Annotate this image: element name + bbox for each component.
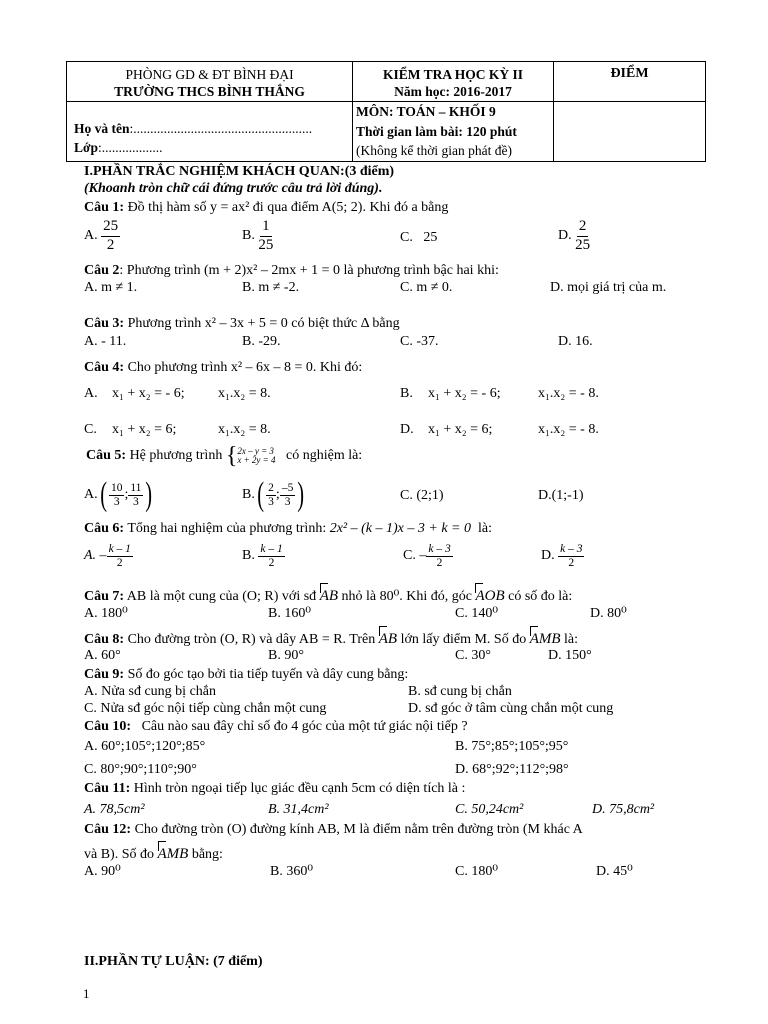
q11-option-c: C. 50,24cm² <box>455 802 524 817</box>
q4-stem: Câu 4: Cho phương trình x² – 6x – 8 = 0. Khi đó: <box>84 360 363 375</box>
header-table <box>66 61 706 162</box>
q7-option-b: B. 160⁰ <box>268 606 311 621</box>
q11-option-a: A. 78,5cm² <box>84 802 145 817</box>
q10-option-d: D. 68°;92°;112°;98° <box>455 762 569 777</box>
arc-aob-symbol: AOB <box>475 583 504 604</box>
q1-option-a: A. $\frac{25}{2}$ <box>84 218 119 253</box>
q3-stem: Câu 3: Phương trình x² – 3x + 5 = 0 có biệt thức Δ bằng <box>84 316 400 331</box>
score-label: ĐIỂM <box>610 66 649 81</box>
q7-stem: Câu 7: AB là một cung của (O; R) với sđ AB nhỏ là 80⁰. Khi đó, góc AOB có số đo là: <box>84 583 572 605</box>
q8-stem: Câu 8: Cho đường tròn (O, R) và dây AB = R. Trên AB lớn lấy điểm M. Số đo AMB là: <box>84 626 578 648</box>
subject: MÔN: TOÁN – KHỐI 9 <box>356 104 496 119</box>
q10-option-b: B. 75°;85°;105°;95° <box>455 739 569 754</box>
q2-option-d: D. mọi giá trị của m. <box>550 280 667 295</box>
q6-option-b: B. $\frac{k - 1}{2}$ <box>242 543 283 569</box>
arc-ab-symbol: AB <box>379 626 397 647</box>
q4-option-c-sum: x₁ + x₂ = 6; <box>112 422 177 437</box>
q6-option-c: C. – $\frac{k - 3}{2}$ <box>403 543 451 569</box>
q7-option-c: C. 140⁰ <box>455 606 498 621</box>
q4-option-a-sum: x₁ + x₂ = - 6; <box>112 386 185 401</box>
arc-amb-symbol: AMB <box>530 626 561 647</box>
q2-option-a: A. m ≠ 1. <box>84 280 138 295</box>
q4-option-c-product: x₁.x₂ = 8. <box>218 422 271 437</box>
q4-option-b-sum: x₁ + x₂ = - 6; <box>428 386 501 401</box>
score-box <box>554 102 706 162</box>
q9-option-d: D. sđ góc ở tâm cùng chắn một cung <box>408 701 614 716</box>
q11-option-d: D. 75,8cm² <box>592 802 655 817</box>
q2-stem: Câu 2: Phương trình (m + 2)x² – 2mx + 1 = 0 là phương trình bậc hai khi: <box>84 263 499 278</box>
school-name: TRƯỜNG THCS BÌNH THẮNG <box>114 84 305 99</box>
q1-stem: Câu 1: Đồ thị hàm số y = ax² đi qua điểm A(5; 2). Khi đó a bằng <box>84 200 449 215</box>
school-year: Năm học: 2016-2017 <box>394 84 512 99</box>
q3-option-c: C. -37. <box>400 334 439 349</box>
q8-option-b: B. 90° <box>268 648 304 663</box>
page-number: 1 <box>83 986 90 1001</box>
q10-option-a: A. 60°;105°;120°;85° <box>84 739 206 754</box>
q5-option-a: A.( $\frac{10}{3}$ ; $\frac{11}{3}$ ) <box>84 476 153 513</box>
q1-option-d: D. $\frac{2}{25}$ <box>558 218 591 253</box>
q12-stem: Câu 12: Cho đường tròn (O) đường kính AB, M là điểm nằm trên đường tròn (M khác A <box>84 822 583 837</box>
q12-option-a: A. 90⁰ <box>84 864 121 879</box>
student-name-field: Họ và tên:..................................................... <box>74 121 313 136</box>
q4-option-b-label: B. <box>400 386 413 401</box>
q12-stem-continued: và B). Số đo AMB bằng: <box>84 841 223 863</box>
department: PHÒNG GD & ĐT BÌNH ĐẠI <box>125 67 294 82</box>
q10-option-c: C. 80°;90°;110°;90° <box>84 762 197 777</box>
q3-option-d: D. 16. <box>558 334 593 349</box>
q4-option-b-product: x₁.x₂ = - 8. <box>538 386 599 401</box>
q4-option-a-product: x₁.x₂ = 8. <box>218 386 271 401</box>
q9-option-b: B. sđ cung bị chắn <box>408 684 512 699</box>
q3-option-a: A. - 11. <box>84 334 127 349</box>
q4-option-d-sum: x₁ + x₂ = 6; <box>428 422 493 437</box>
q8-option-d: D. 150° <box>548 648 592 663</box>
q10-stem: Câu 10: Câu nào sau đây chỉ số đo 4 góc của một tứ giác nội tiếp ? <box>84 719 468 734</box>
q6-option-a: A. – $\frac{k - 1}{2}$ <box>84 543 131 569</box>
section2-title: II.PHẦN TỰ LUẬN: (7 điểm) <box>84 954 263 969</box>
q5-option-c: C. (2;1) <box>400 488 444 503</box>
q4-option-a-label: A. <box>84 386 98 401</box>
q12-option-b: B. 360⁰ <box>270 864 313 879</box>
q2-option-c: C. m ≠ 0. <box>400 280 453 295</box>
q3-option-b: B. -29. <box>242 334 281 349</box>
q4-option-d-label: D. <box>400 422 414 437</box>
q11-option-b: B. 31,4cm² <box>268 802 329 817</box>
student-class-field: Lớp:.................. <box>74 140 163 155</box>
q4-option-c-label: C. <box>84 422 97 437</box>
q8-option-c: C. 30° <box>455 648 491 663</box>
q9-option-a: A. Nửa sđ cung bị chắn <box>84 684 217 699</box>
duration-note: (Không kể thời gian phát đề) <box>356 143 512 158</box>
q1-option-c: C. 25 <box>400 230 438 245</box>
q12-option-c: C. 180⁰ <box>455 864 498 879</box>
exam-title: KIỂM TRA HỌC KỲ II <box>382 67 524 82</box>
q9-option-c: C. Nửa sđ góc nội tiếp cùng chắn một cung <box>84 701 327 716</box>
q7-option-d: D. 80⁰ <box>590 606 627 621</box>
section1-instruction: (Khoanh tròn chữ cái đứng trước câu trả lời đúng). <box>84 181 383 196</box>
q1-option-b: B. $\frac{1}{25}$ <box>242 218 274 253</box>
q6-option-d: D. $\frac{k - 3}{2}$ <box>541 543 583 569</box>
q4-option-d-product: x₁.x₂ = - 8. <box>538 422 599 437</box>
arc-amb-symbol: AMB <box>158 841 189 862</box>
q11-stem: Câu 11: Hình tròn ngoại tiếp lục giác đều cạnh 5cm có diện tích là : <box>84 781 466 796</box>
q7-option-a: A. 180⁰ <box>84 606 128 621</box>
section1-title: I.PHẦN TRẮC NGHIỆM KHÁCH QUAN:(3 điểm) <box>84 164 395 179</box>
q6-stem: Câu 6: Tổng hai nghiệm của phương trình: 2x² – (k – 1)x – 3 + k = 0 là: <box>84 521 492 536</box>
q5-option-d: D.(1;-1) <box>538 488 584 503</box>
q5-option-b: B.( $\frac{2}{3}$ ; $\frac{-5}{3}$ ) <box>242 476 305 513</box>
duration: Thời gian làm bài: 120 phút <box>356 123 517 139</box>
q8-option-a: A. 60° <box>84 648 121 663</box>
q5-stem: Câu 5: Hệ phương trình { 2x – y = 3 x + 2y = 4 có nghiệm là: <box>86 443 363 469</box>
q2-option-b: B. m ≠ -2. <box>242 280 300 295</box>
arc-ab-symbol: AB <box>320 583 338 604</box>
q9-stem: Câu 9: Số đo góc tạo bởi tia tiếp tuyến và dây cung bằng: <box>84 667 409 682</box>
q12-option-d: D. 45⁰ <box>596 864 633 879</box>
